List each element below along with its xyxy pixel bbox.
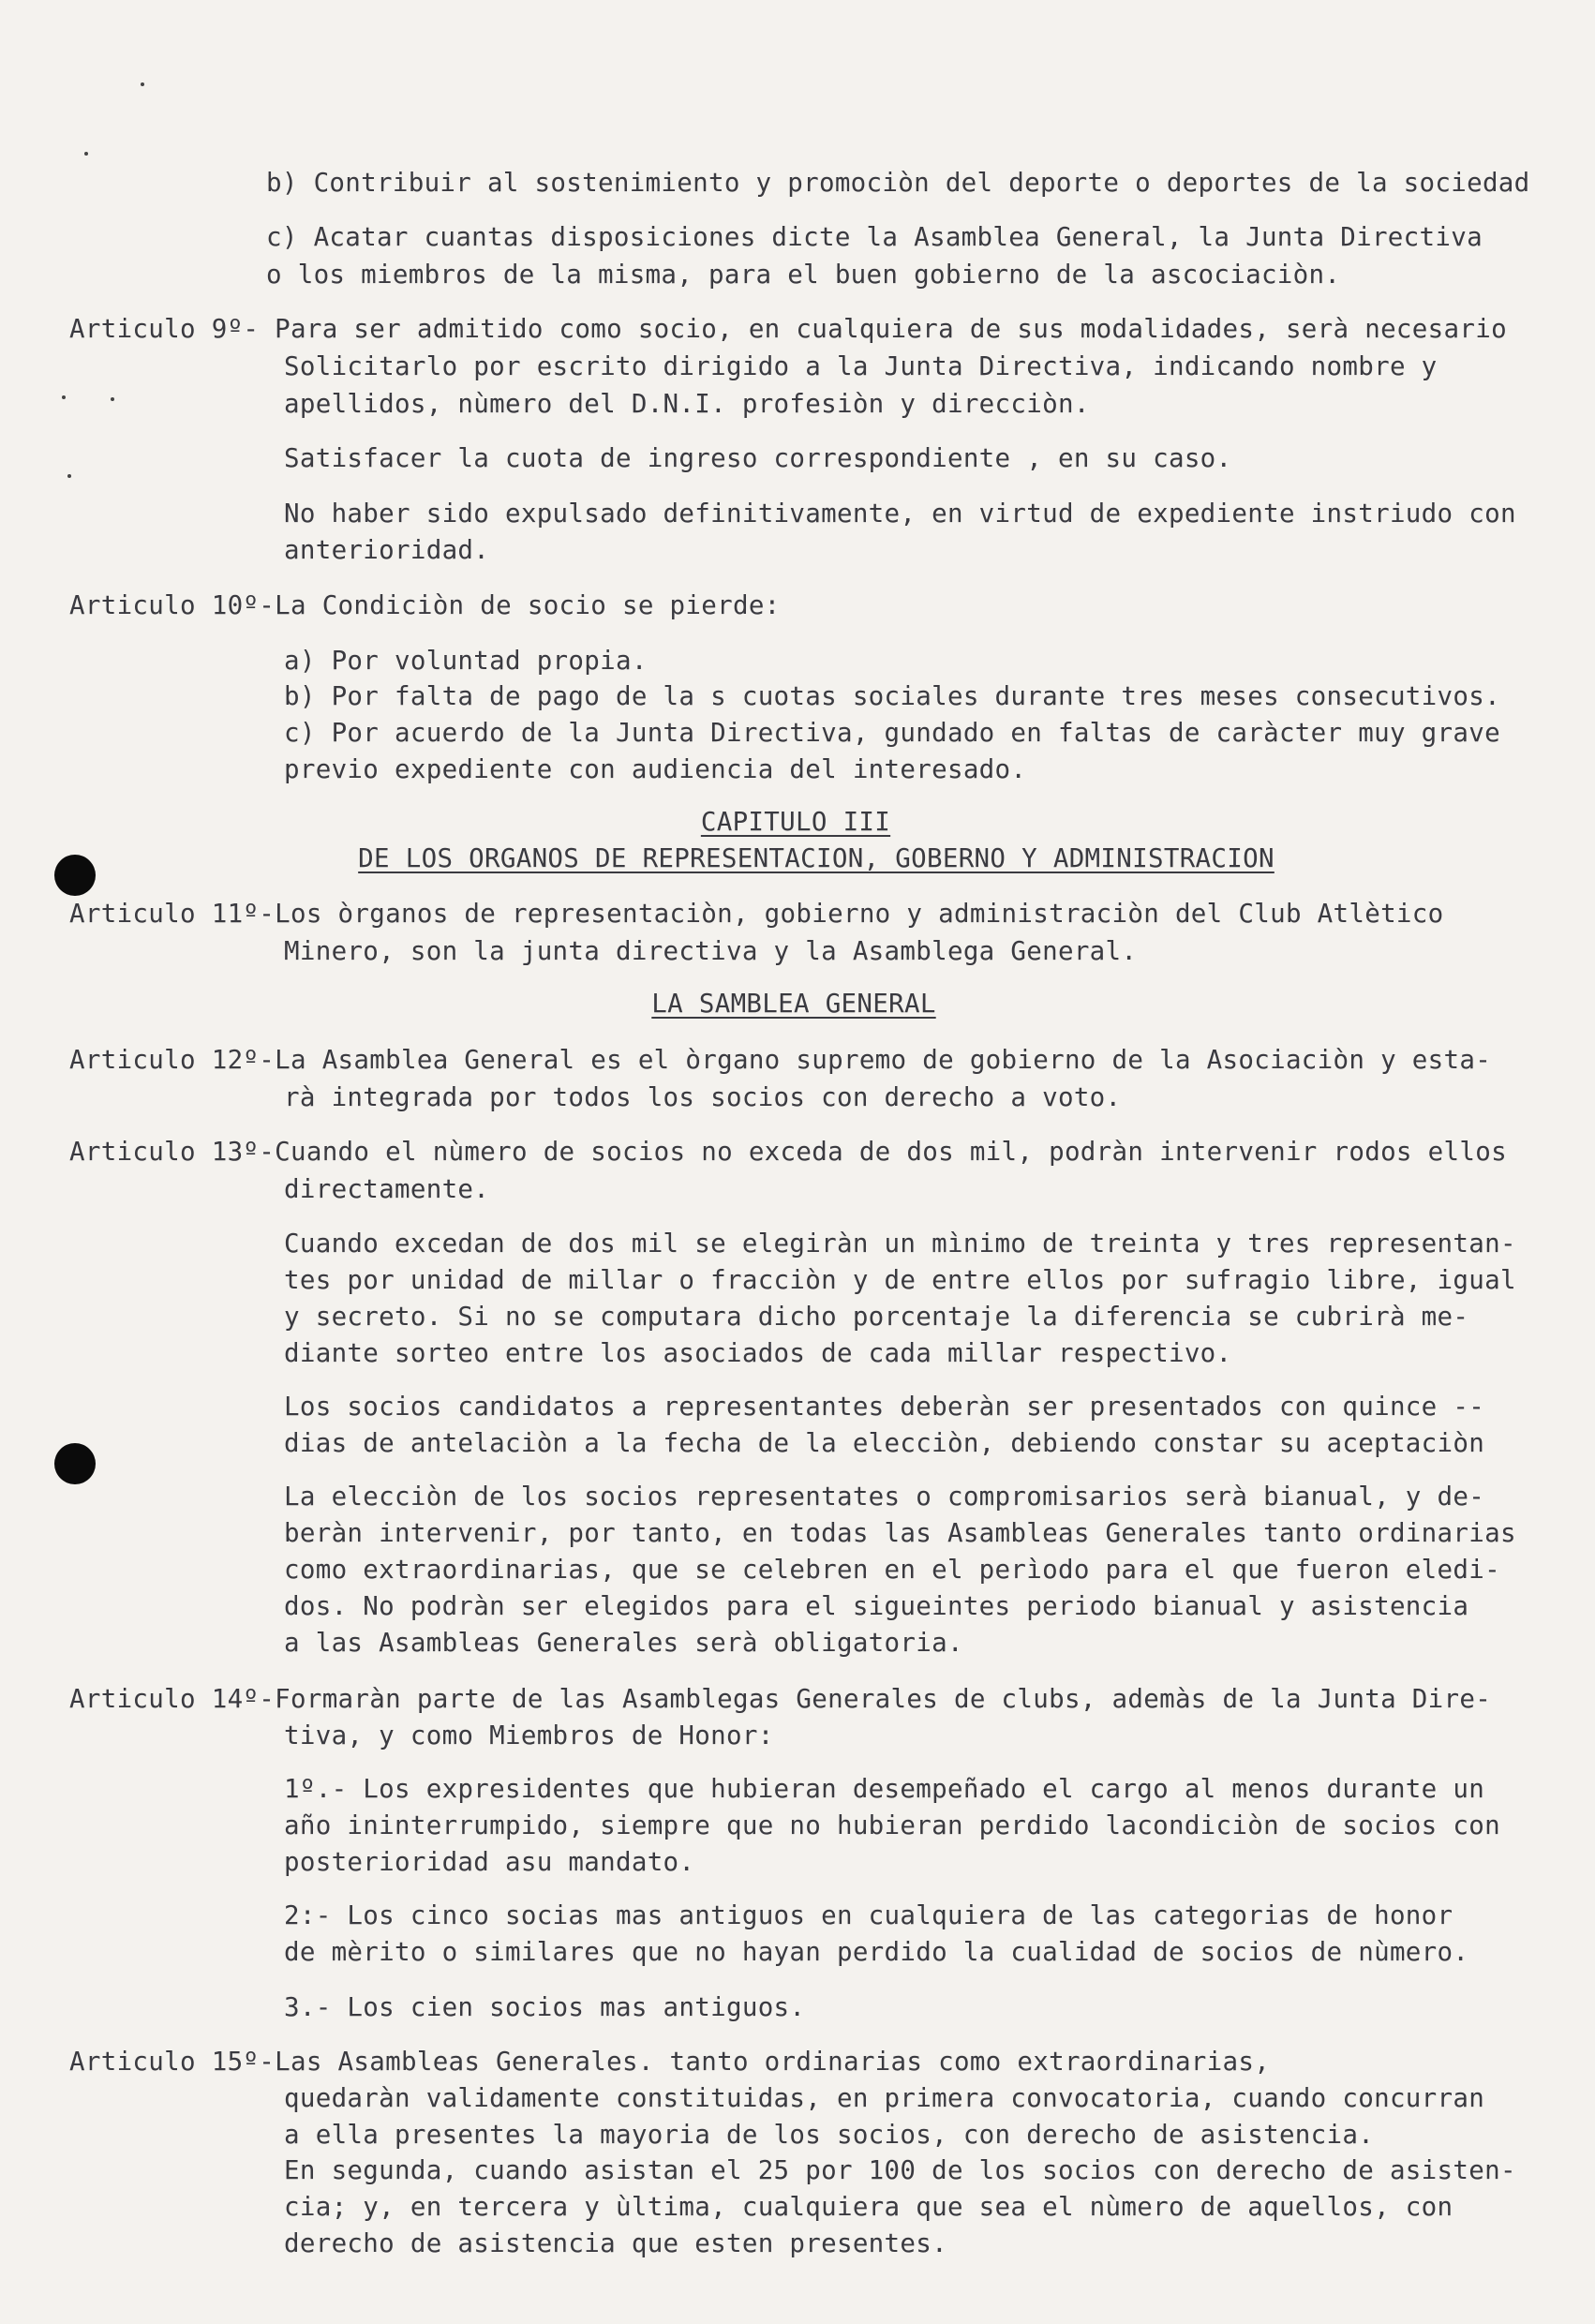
ink-speck <box>84 152 88 156</box>
punch-hole-bottom <box>54 1443 96 1484</box>
text-line: tes por unidad de millar o fracciòn y de entre ellos por sufragio libre, igual <box>284 1265 1516 1295</box>
list-item: 3.- Los cien socios mas antiguos. <box>284 1992 806 2022</box>
text-line: anterioridad. <box>284 535 490 565</box>
text-line: como extraordinarias, que se celebren en el perìodo para el que fueron eledi- <box>284 1555 1500 1585</box>
text-line: rà integrada por todos los socios con derecho a voto. <box>284 1082 1122 1112</box>
article-13-heading: Articulo 13º-Cuando el nùmero de socios no exceda de dos mil, podràn intervenir rodos ellos <box>69 1137 1507 1167</box>
ink-speck <box>141 82 144 86</box>
chapter-subtitle: DE LOS ORGANOS DE REPRESENTACION, GOBERNO Y ADMINISTRACION <box>358 843 1275 873</box>
text-line: No haber sido expulsado definitivamente, en virtud de expediente instriudo con <box>284 499 1516 529</box>
list-item: a) Por voluntad propia. <box>284 646 648 676</box>
section-title: LA SAMBLEA GENERAL <box>651 989 936 1019</box>
text-line: o los miembros de la misma, para el buen gobierno de la ascociaciòn. <box>266 260 1341 290</box>
ink-speck <box>111 397 114 401</box>
text-line: Los socios candidatos a representantes deberàn ser presentados con quince -- <box>284 1392 1485 1422</box>
text-line: de mèrito o similares que no hayan perdido la cualidad de socios de nùmero. <box>284 1937 1469 1967</box>
text-line: posterioridad asu mandato. <box>284 1847 695 1877</box>
text-line: c) Acatar cuantas disposiciones dicte la Asamblea General, la Junta Directiva <box>266 222 1483 252</box>
text-line: año ininterrumpido, siempre que no hubieran perdido lacondiciòn de socios con <box>284 1810 1500 1840</box>
article-11-heading: Articulo 11º-Los òrganos de representaciòn, gobierno y administraciòn del Club Atlètico <box>69 899 1444 929</box>
article-10-heading: Articulo 10º-La Condiciòn de socio se pierde: <box>69 590 781 620</box>
text-line: Cuando excedan de dos mil se elegiràn un mìnimo de treinta y tres representan- <box>284 1229 1516 1259</box>
text-line: Satisfacer la cuota de ingreso correspondiente , en su caso. <box>284 443 1232 473</box>
text-line: diante sorteo entre los asociados de cada millar respectivo. <box>284 1338 1232 1368</box>
list-item: b) Por falta de pago de la s cuotas sociales durante tres meses consecutivos. <box>284 681 1500 711</box>
text-line: previo expediente con audiencia del interesado. <box>284 754 1027 784</box>
text-line: dos. No podràn ser elegidos para el sigueintes periodo bianual y asistencia <box>284 1591 1469 1621</box>
text-line: y secreto. Si no se computara dicho porcentaje la diferencia se cubrirà me- <box>284 1302 1469 1332</box>
text-line: quedaràn validamente constituidas, en primera convocatoria, cuando concurran <box>284 2083 1485 2113</box>
ink-speck <box>67 474 71 478</box>
article-12-heading: Articulo 12º-La Asamblea General es el òrgano supremo de gobierno de la Asociaciòn y esta- <box>69 1045 1492 1075</box>
text-line: Solicitarlo por escrito dirigido a la Junta Directiva, indicando nombre y <box>284 351 1438 381</box>
article-14-heading: Articulo 14º-Formaràn parte de las Asamblegas Generales de clubs, ademàs de la Junta Dire- <box>69 1684 1492 1714</box>
list-item: 1º.- Los expresidentes que hubieran desempeñado el cargo al menos durante un <box>284 1774 1485 1804</box>
text-line: a ella presentes la mayoria de los socios, con derecho de asistencia. <box>284 2120 1375 2150</box>
text-line: derecho de asistencia que esten presentes. <box>284 2228 947 2258</box>
text-line: apellidos, nùmero del D.N.I. profesiòn y direcciòn. <box>284 389 1090 419</box>
ink-speck <box>62 395 66 399</box>
article-15-heading: Articulo 15º-Las Asambleas Generales. tanto ordinarias como extraordinarias, <box>69 2047 1271 2077</box>
text-line: beràn intervenir, por tanto, en todas las Asambleas Generales tanto ordinarias <box>284 1518 1516 1548</box>
text-line: a las Asambleas Generales serà obligatoria. <box>284 1628 963 1658</box>
chapter-title: CAPITULO III <box>700 807 891 837</box>
text-line: tiva, y como Miembros de Honor: <box>284 1721 774 1750</box>
list-item: 2:- Los cinco socias mas antiguos en cualquiera de las categorias de honor <box>284 1900 1453 1930</box>
text-line: dias de antelaciòn a la fecha de la elecciòn, debiendo constar su aceptaciòn <box>284 1428 1485 1458</box>
article-9-heading: Articulo 9º- Para ser admitido como socio, en cualquiera de sus modalidades, serà necesario <box>69 314 1507 344</box>
list-item: c) Por acuerdo de la Junta Directiva, gundado en faltas de caràcter muy grave <box>284 718 1500 748</box>
text-line: La elecciòn de los socios representates o compromisarios serà bianual, y de- <box>284 1482 1485 1512</box>
text-line: En segunda, cuando asistan el 25 por 100 de los socios con derecho de asisten- <box>284 2155 1516 2185</box>
text-line: Minero, son la junta directiva y la Asamblega General. <box>284 936 1138 966</box>
text-line: cia; y, en tercera y ùltima, cualquiera que sea el nùmero de aquellos, con <box>284 2192 1453 2222</box>
text-line: directamente. <box>284 1174 490 1204</box>
text-line: b) Contribuir al sostenimiento y promociòn del deporte o deportes de la sociedad <box>266 168 1530 198</box>
